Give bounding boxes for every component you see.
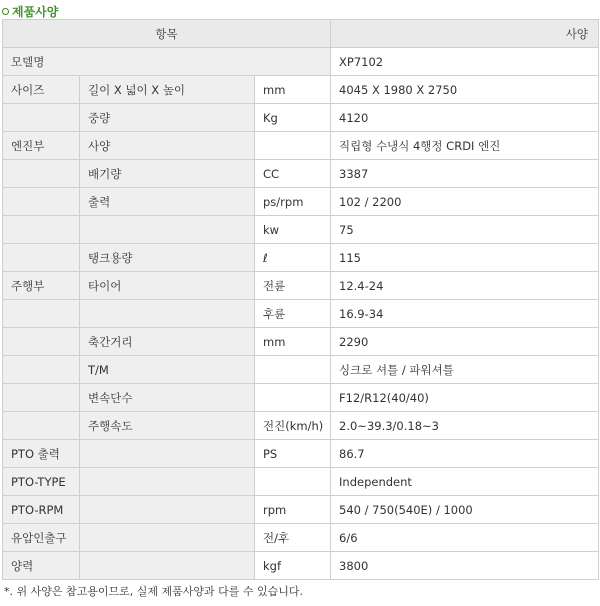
header-spec: 사양 [331,20,599,48]
row-item: T/M [80,356,255,384]
table-row [3,188,599,216]
row-item [80,524,255,552]
row-value: 싱크로 셔틀 / 파워셔틀 [331,356,599,384]
row-unit: mm [255,76,331,104]
row-value: 직립형 수냉식 4행정 CRDI 엔진 [331,132,599,160]
row-category [3,300,80,328]
table-row [3,328,599,356]
row-value: 6/6 [331,524,599,552]
table-row [3,132,599,160]
row-value: 3800 [331,552,599,580]
row-unit: kgf [255,552,331,580]
row-category: 사이즈 [3,76,80,104]
row-item [80,496,255,524]
row-value: 2290 [331,328,599,356]
row-item: 탱크용량 [80,244,255,272]
table-row [3,440,599,468]
row-category: PTO 출력 [3,440,80,468]
row-value: 12.4-24 [331,272,599,300]
row-unit [255,384,331,412]
row-category: 모델명 [3,48,331,76]
row-item: 타이어 [80,272,255,300]
row-unit [255,356,331,384]
table-row [3,272,599,300]
row-category [3,328,80,356]
row-unit: 전/후 [255,524,331,552]
row-item: 출력 [80,188,255,216]
row-item: 배기량 [80,160,255,188]
header-item: 항목 [3,20,331,48]
table-row [3,104,599,132]
row-unit: ℓ [255,244,331,272]
row-item: 중량 [80,104,255,132]
row-item [80,552,255,580]
row-unit: mm [255,328,331,356]
row-category [3,188,80,216]
row-unit: rpm [255,496,331,524]
row-item: 주행속도 [80,412,255,440]
row-value: 75 [331,216,599,244]
row-item [80,468,255,496]
table-row [3,384,599,412]
row-item [80,216,255,244]
row-category: 양력 [3,552,80,580]
row-unit: PS [255,440,331,468]
spec-table [2,19,599,580]
row-unit: ps/rpm [255,188,331,216]
row-value: 115 [331,244,599,272]
row-unit: kw [255,216,331,244]
row-unit: CC [255,160,331,188]
row-value: F12/R12(40/40) [331,384,599,412]
row-item [80,300,255,328]
row-unit [255,468,331,496]
row-item: 길이 X 넓이 X 높이 [80,76,255,104]
row-value: Independent [331,468,599,496]
row-category: PTO-TYPE [3,468,80,496]
table-row [3,524,599,552]
row-category: 주행부 [3,272,80,300]
table-row [3,160,599,188]
row-value: 86.7 [331,440,599,468]
row-item: 축간거리 [80,328,255,356]
row-category: 엔진부 [3,132,80,160]
row-unit: 후륜 [255,300,331,328]
row-value: 16.9-34 [331,300,599,328]
row-value: 540 / 750(540E) / 1000 [331,496,599,524]
row-value: 4045 X 1980 X 2750 [331,76,599,104]
row-category [3,244,80,272]
row-unit [255,132,331,160]
row-category [3,216,80,244]
row-category: 유압인출구 [3,524,80,552]
row-item: 사양 [80,132,255,160]
row-category [3,412,80,440]
row-unit: 전진(km/h) [255,412,331,440]
row-category [3,356,80,384]
table-row [3,244,599,272]
row-category: PTO-RPM [3,496,80,524]
footnote: *. 위 사양은 참고용이므로, 실제 제품사양과 다를 수 있습니다. [4,585,303,598]
row-value: XP7102 [331,48,599,76]
row-category [3,160,80,188]
row-value: 3387 [331,160,599,188]
row-value: 102 / 2200 [331,188,599,216]
row-item [80,440,255,468]
table-row [3,76,599,104]
table-row [3,300,599,328]
section-title [2,3,58,19]
row-value: 2.0~39.3/0.18~3 [331,412,599,440]
table-row [3,412,599,440]
table-row [3,216,599,244]
row-item: 변속단수 [80,384,255,412]
section-title-text: 제품사양 [12,4,59,19]
circle-bullet-icon [2,8,9,15]
row-category [3,384,80,412]
table-row [3,48,599,76]
table-header-row [3,20,599,48]
table-row [3,552,599,580]
row-category [3,104,80,132]
table-row [3,496,599,524]
row-unit: Kg [255,104,331,132]
row-unit: 전륜 [255,272,331,300]
table-row [3,356,599,384]
table-row [3,468,599,496]
row-value: 4120 [331,104,599,132]
